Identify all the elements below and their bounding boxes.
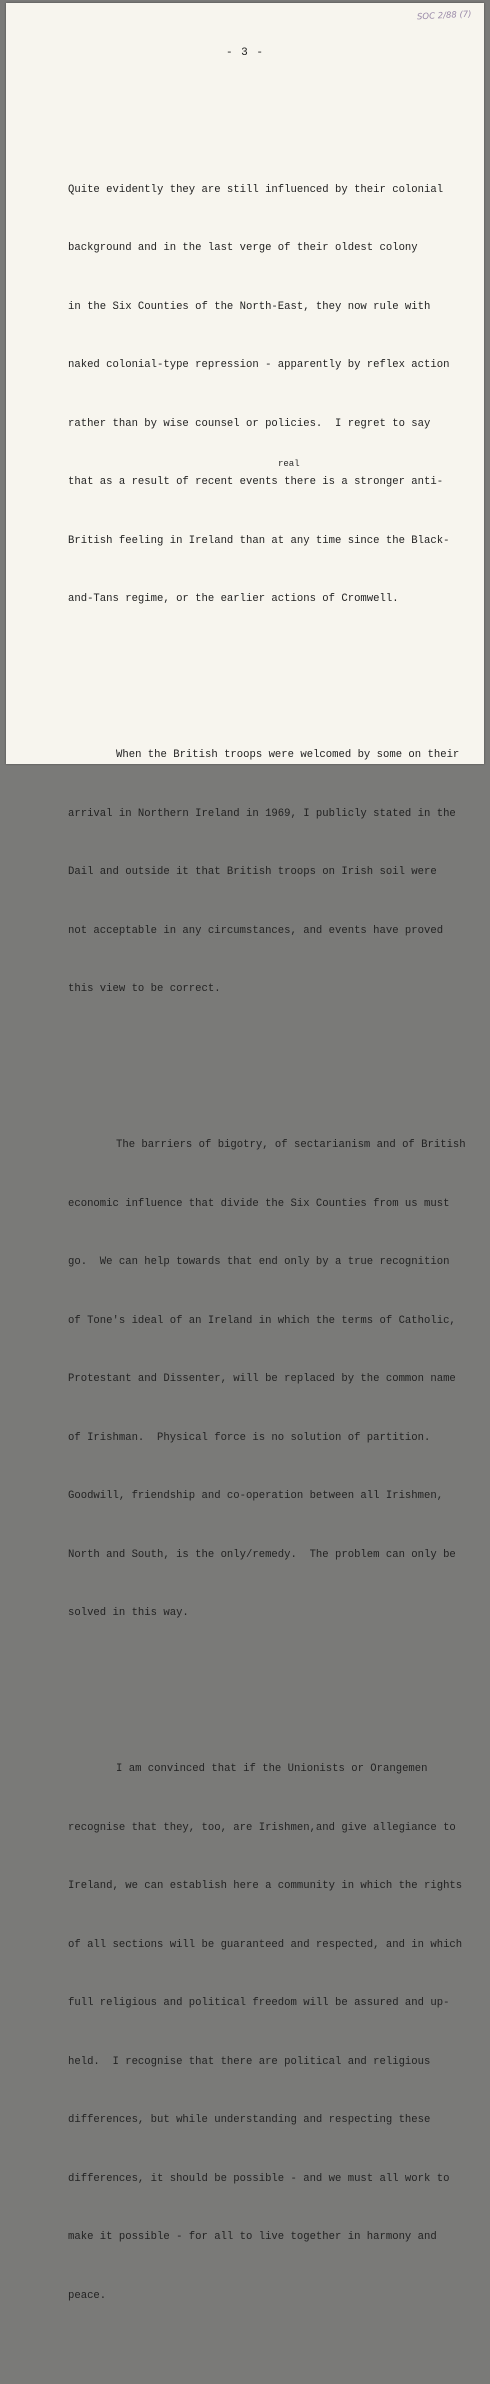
text-line: background and in the last verge of their oldest colony: [68, 242, 418, 254]
text-line: naked colonial-type repression - apparently by reflex action: [68, 359, 450, 371]
text-line: recognise that they, too, are Irishmen,and give allegiance to: [68, 1821, 456, 1834]
text-line: this view to be correct.: [68, 983, 221, 995]
body-text: [68, 83, 478, 2384]
text-line: of all sections will be guaranteed and respected, and in which: [68, 1938, 463, 1951]
text-line: of Irishman. Physical force is no solution of partition.: [68, 1431, 431, 1444]
text-line: not acceptable in any circumstances, and events have proved: [68, 924, 444, 937]
text-line: differences, but while understanding and respecting these: [68, 2114, 431, 2126]
document-page: [6, 3, 484, 2302]
page-number: - 3 -: [225, 47, 264, 59]
text-line: Protestant and Dissenter, will be replaced by the common name: [68, 1373, 456, 1385]
text-line: When the British troops were welcomed by some on their: [116, 749, 460, 761]
text-line: go. We can help towards that end only by a true recognition: [68, 1256, 450, 1268]
text-line: held. I recognise that there are political and religious: [68, 2055, 431, 2068]
text-line: Ireland, we can establish here a community in which the rights: [68, 1880, 463, 1892]
paragraph-1: [68, 142, 478, 649]
text-line: economic influence that divide the Six Counties from us must: [68, 1197, 450, 1210]
text-line: Goodwill, friendship and co-operation between all Irishmen,: [68, 1490, 444, 1502]
text-line: British feeling in Ireland than at any time since the Black-: [68, 534, 450, 547]
text-line: arrival in Northern Ireland in 1969, I publicly stated in the: [68, 807, 456, 820]
text-line: I am convinced that if the Unionists or Orangemen: [116, 1763, 428, 1775]
archive-reference-mark: SOC 2/88 (7): [417, 9, 473, 23]
paragraph-2: [68, 707, 478, 1039]
text-line: Quite evidently they are still influenced by their colonial: [68, 183, 444, 196]
inserted-word: real: [278, 459, 300, 469]
text-line: in the Six Counties of the North-East, they now rule with: [68, 300, 431, 313]
text-line: The barriers of bigotry, of sectarianism and of British: [116, 1139, 466, 1151]
text-line: North and South, is the only/remedy. The problem can only be: [68, 1548, 456, 1561]
text-line: full religious and political freedom will be assured and up-: [68, 1997, 450, 2009]
text-line: Dail and outside it that British troops on Irish soil were: [68, 866, 437, 878]
text-line: that as a result of recent events there is a stronger anti-: [68, 476, 444, 488]
text-line: differences, it should be possible - and we must all work to: [68, 2172, 450, 2185]
paragraph-3: [68, 1097, 478, 1663]
text-line: peace.: [68, 2289, 107, 2302]
text-line: rather than by wise counsel or policies. I regret to say: [68, 417, 431, 430]
text-line: make it possible - for all to live together in harmony and: [68, 2231, 437, 2243]
text-line: solved in this way.: [68, 1607, 189, 1619]
text-line: of Tone's ideal of an Ireland in which the terms of Catholic,: [68, 1314, 456, 1327]
paragraph-4: [68, 1721, 478, 2345]
text-line: and-Tans regime, or the earlier actions of Cromwell.: [68, 593, 399, 605]
